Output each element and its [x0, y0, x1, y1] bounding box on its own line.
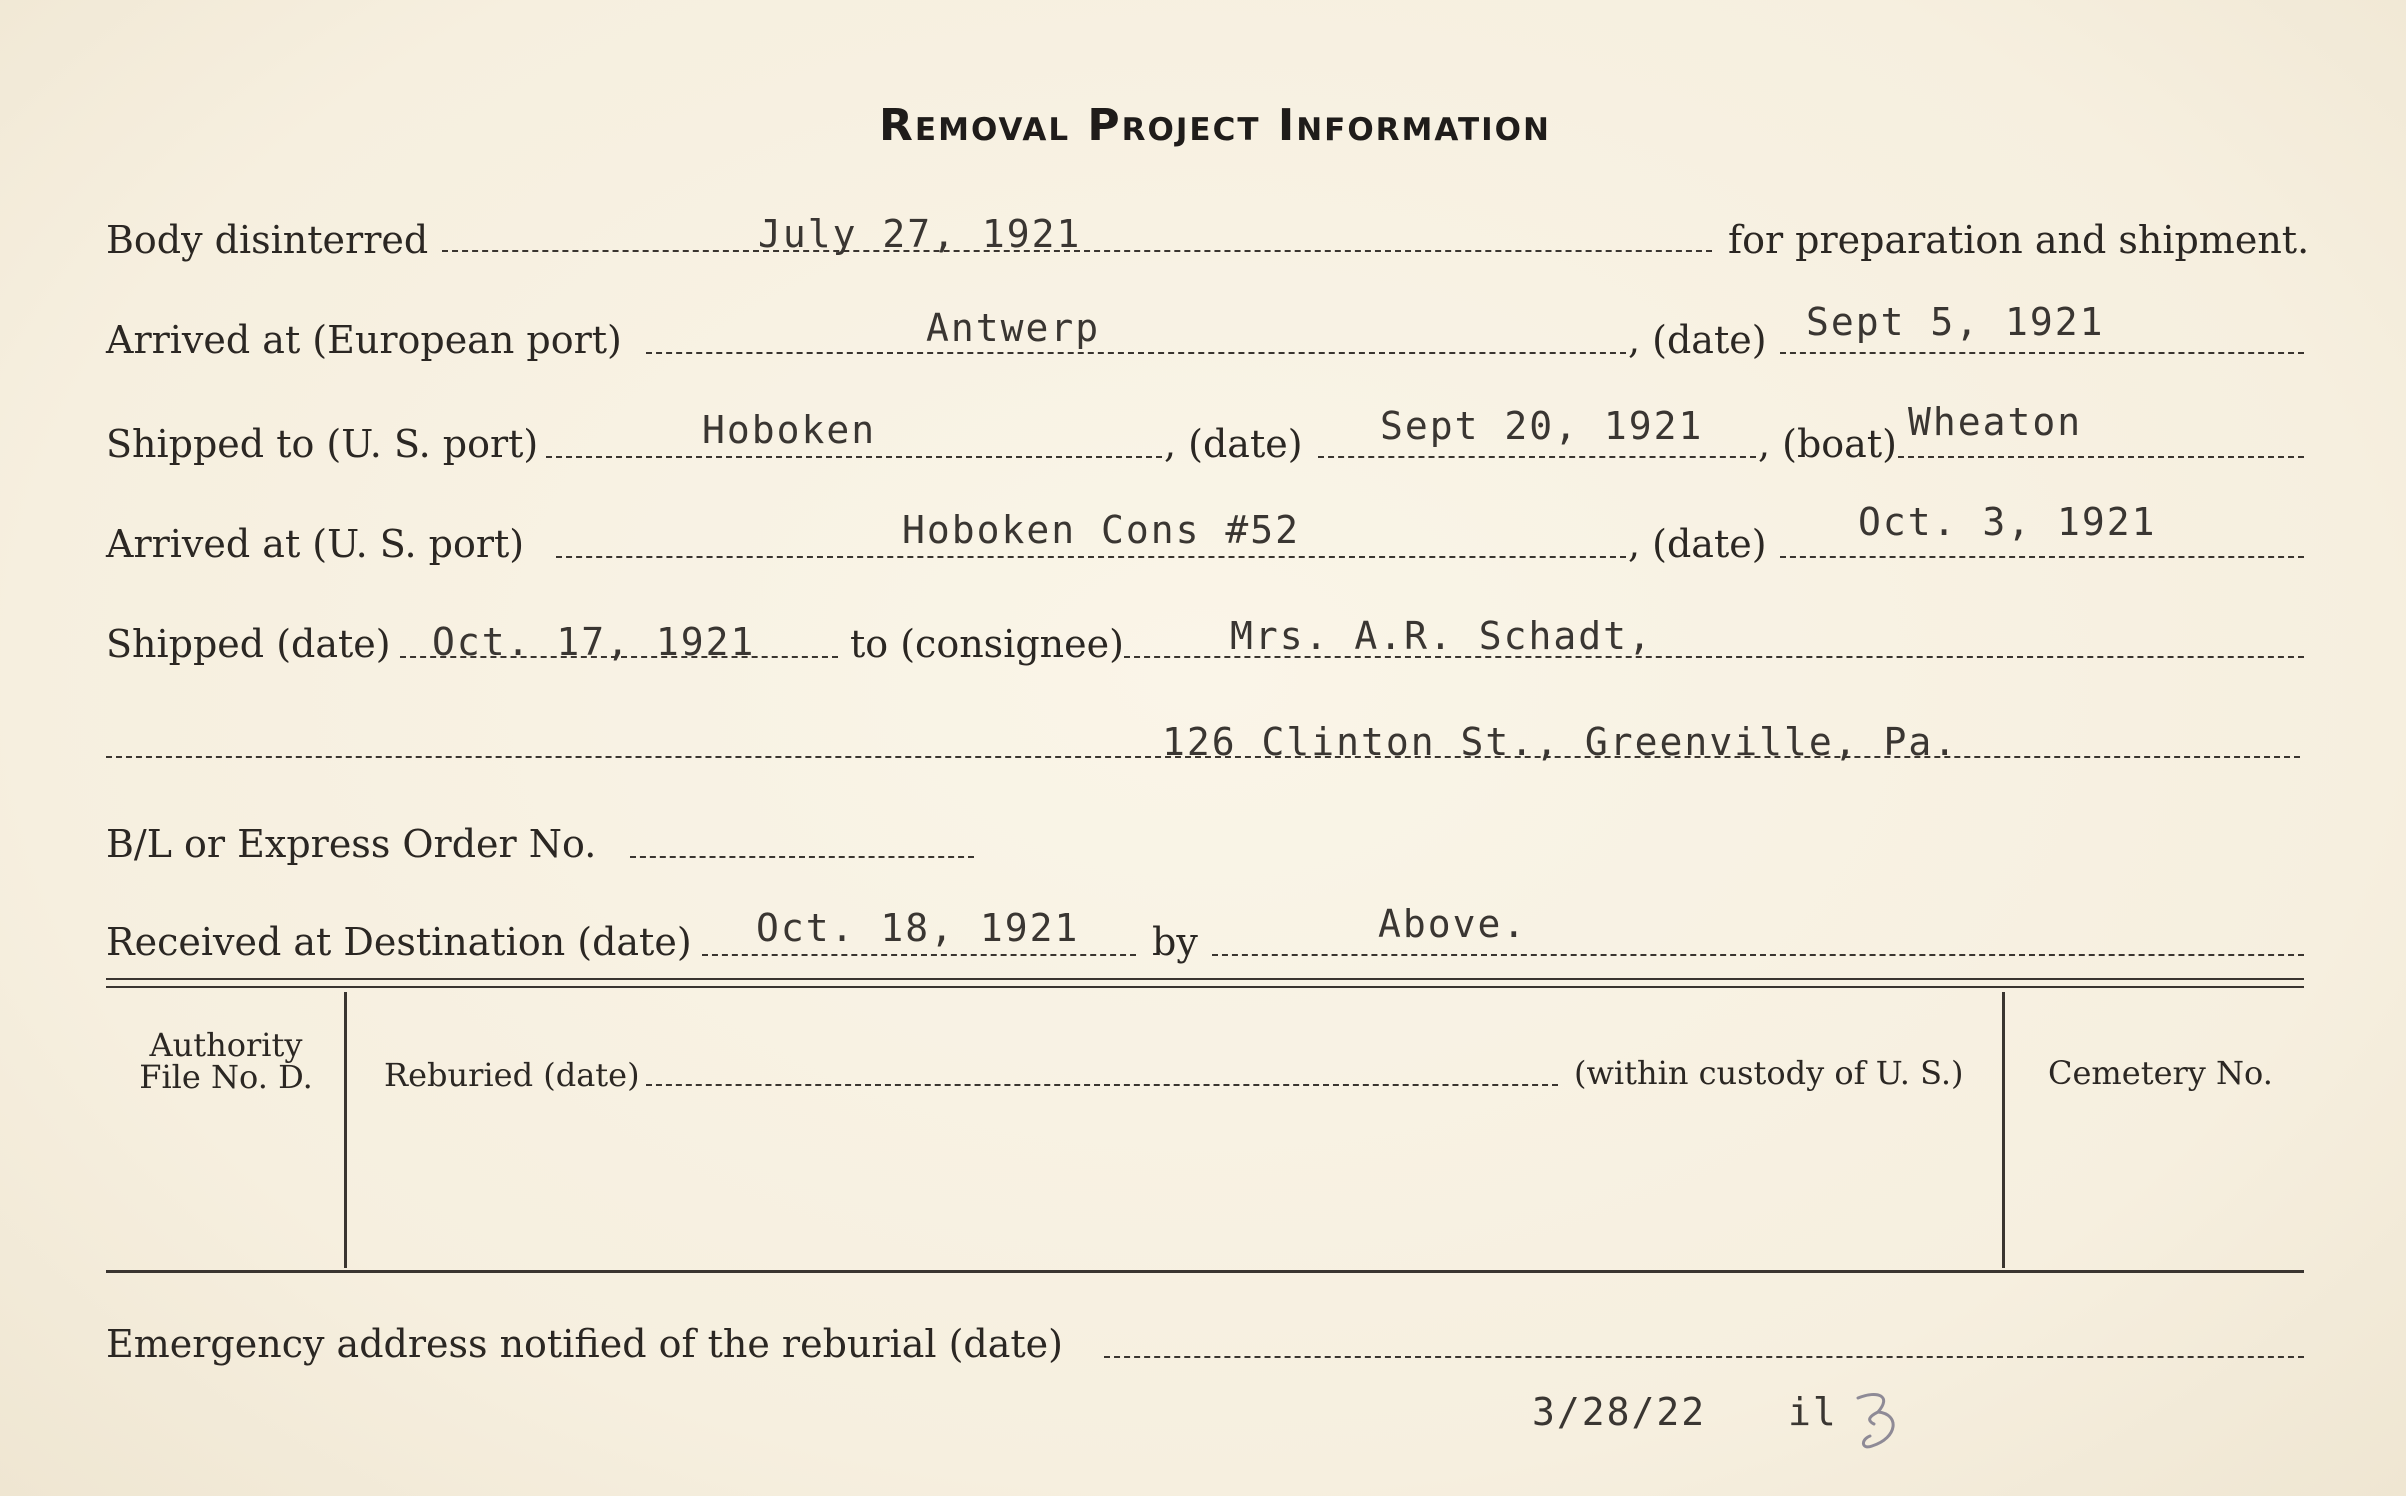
- by-label: by: [1152, 920, 1198, 964]
- received-label: Received at Destination (date): [106, 920, 692, 964]
- emergency-label: Emergency address notified of the reburial (date): [106, 1322, 1063, 1366]
- shipped-us-line: [546, 456, 1162, 458]
- cemetery-label: Cemetery No.: [2048, 1054, 2273, 1092]
- arrived-eu-date: Sept 5, 1921: [1806, 300, 2105, 344]
- reburied-line: [646, 1084, 1558, 1086]
- received-date: Oct. 18, 1921: [756, 906, 1080, 950]
- box-bottom-rule: [106, 1270, 2304, 1273]
- custody-label: (within custody of U. S.): [1574, 1054, 1964, 1092]
- authority-label-1: Authority: [149, 1026, 303, 1064]
- shipped-us-date: Sept 20, 1921: [1380, 404, 1704, 448]
- disinterred-value: July 27, 1921: [758, 212, 1082, 256]
- shipped-date-label: Shipped (date): [106, 622, 391, 666]
- arrived-eu-line: [646, 352, 1626, 354]
- disinterred-suffix: for preparation and shipment.: [1728, 218, 2310, 262]
- emergency-line: [1104, 1356, 2304, 1358]
- authority-label-2: File No. D.: [139, 1058, 313, 1096]
- consignee-address: 126 Clinton St., Greenville, Pa.: [1162, 720, 1959, 764]
- bl-label: B/L or Express Order No.: [106, 822, 597, 866]
- arrived-eu-date-line: [1780, 352, 2304, 354]
- shipped-us-port: Hoboken: [702, 408, 877, 452]
- arrived-eu-date-label: , (date): [1628, 318, 1767, 362]
- shipped-date: Oct. 17, 1921: [432, 620, 756, 664]
- arrived-us-line: [556, 556, 1626, 558]
- received-by: Above.: [1378, 902, 1528, 946]
- by-line: [1212, 954, 2304, 956]
- shipped-us-label: Shipped to (U. S. port): [106, 422, 539, 466]
- bl-line: [630, 856, 974, 858]
- card-title: Removal Project Information: [879, 100, 1551, 151]
- shipped-us-date-line: [1318, 456, 1756, 458]
- arrived-us-date-line: [1780, 556, 2304, 558]
- arrived-us-port: Hoboken Cons #52: [902, 508, 1301, 552]
- box-divider-left: [344, 992, 347, 1268]
- arrived-us-label: Arrived at (U. S. port): [106, 522, 525, 566]
- boat-line: [1898, 456, 2304, 458]
- consignee-name: Mrs. A.R. Schadt,: [1230, 614, 1653, 658]
- arrived-us-date: Oct. 3, 1921: [1858, 500, 2157, 544]
- received-date-line: [702, 954, 1136, 956]
- consignee-label: to (consignee): [850, 622, 1124, 666]
- box-top-rule-1: [106, 978, 2304, 980]
- footer-date: 3/28/22: [1532, 1390, 1707, 1434]
- footer-initials: il: [1788, 1390, 1838, 1434]
- disinterred-label: Body disinterred: [106, 218, 429, 262]
- reburied-label: Reburied (date): [384, 1056, 640, 1094]
- boat-name: Wheaton: [1908, 400, 2083, 444]
- box-divider-right: [2002, 992, 2005, 1268]
- box-top-rule-2: [106, 986, 2304, 988]
- boat-label: , (boat): [1758, 422, 1897, 466]
- arrived-eu-label: Arrived at (European port): [106, 318, 622, 362]
- arrived-us-date-label: , (date): [1628, 522, 1767, 566]
- shipped-us-date-label: , (date): [1164, 422, 1303, 466]
- arrived-eu-port: Antwerp: [926, 306, 1101, 350]
- handwritten-mark: [1848, 1386, 1908, 1466]
